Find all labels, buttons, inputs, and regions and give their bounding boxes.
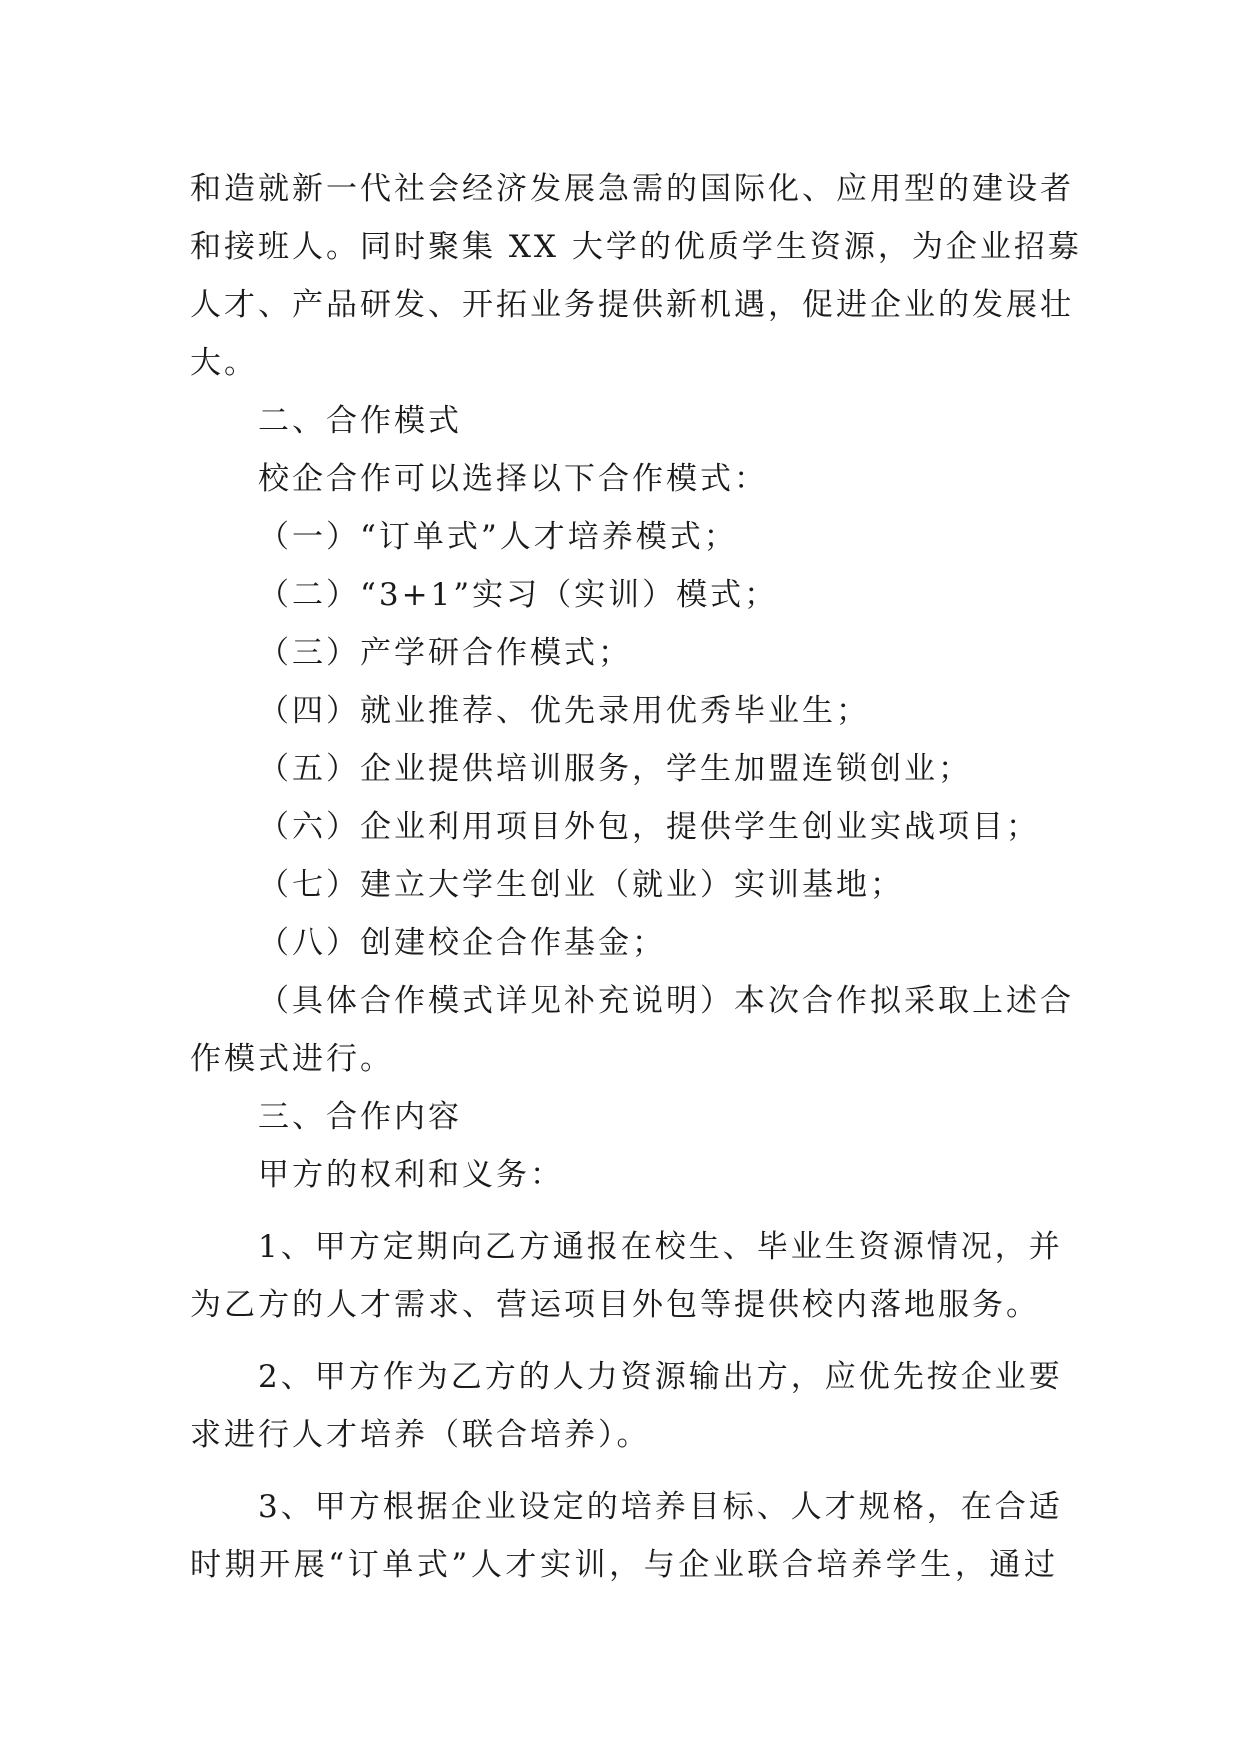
section-heading: 二、合作模式 (258, 403, 462, 439)
paragraph-line: 校企合作可以选择以下合作模式： (258, 461, 768, 497)
paragraph-line: 求进行人才培养（联合培养）。 (190, 1417, 651, 1453)
paragraph-line: 人才、产品研发、开拓业务提供新机遇，促进企业的发展壮 (190, 287, 1074, 323)
list-item: （七）建立大学生创业（就业）实训基地； (258, 867, 904, 903)
paragraph-line: 和接班人。同时聚集 XX 大学的优质学生资源，为企业招募 (190, 229, 1082, 265)
list-item: （三）产学研合作模式； (258, 635, 632, 671)
paragraph-line: 2、甲方作为乙方的人力资源输出方，应优先按企业要 (258, 1359, 1063, 1395)
paragraph-line: 作模式进行。 (190, 1041, 394, 1077)
paragraph-line: 3、甲方根据企业设定的培养目标、人才规格，在合适 (258, 1489, 1063, 1525)
section-heading: 三、合作内容 (258, 1099, 462, 1135)
paragraph-line: 时期开展“订单式”人才实训，与企业联合培养学生，通过 (190, 1547, 1058, 1583)
paragraph-line: 为乙方的人才需求、营运项目外包等提供校内落地服务。 (190, 1287, 1040, 1323)
list-item: （五）企业提供培训服务，学生加盟连锁创业； (258, 751, 972, 787)
paragraph-line: （具体合作模式详见补充说明）本次合作拟采取上述合 (258, 983, 1074, 1019)
paragraph-line: 大。 (190, 345, 258, 381)
paragraph-line: 和造就新一代社会经济发展急需的国际化、应用型的建设者 (190, 171, 1074, 207)
document-body (190, 160, 1082, 1594)
paragraph-line: 甲方的权利和义务： (258, 1157, 564, 1193)
list-item: （四）就业推荐、优先录用优秀毕业生； (258, 693, 870, 729)
paragraph-line: 1、甲方定期向乙方通报在校生、毕业生资源情况，并 (258, 1229, 1063, 1265)
list-item: （二）“3+1”实习（实训）模式； (258, 577, 779, 613)
list-item: （六）企业利用项目外包，提供学生创业实战项目； (258, 809, 1040, 845)
list-item: （一）“订单式”人才培养模式； (258, 519, 738, 555)
list-item: （八）创建校企合作基金； (258, 925, 666, 961)
